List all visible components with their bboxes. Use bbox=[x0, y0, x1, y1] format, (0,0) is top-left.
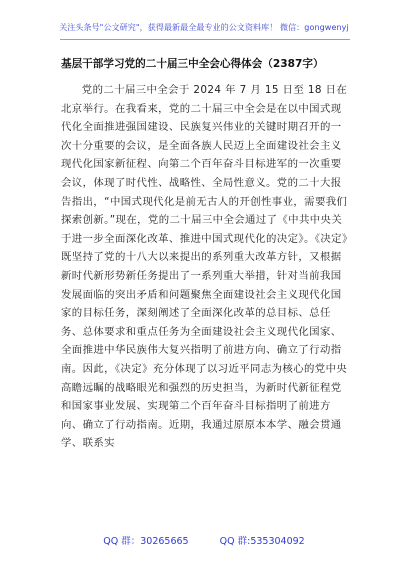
header-divider bbox=[60, 39, 350, 40]
footer-qq-group-1[interactable]: QQ 群：30265665 bbox=[103, 536, 189, 547]
body-paragraph: 党的二十届三中全会于 2024 年 7 月 15 日至 18 日在北京举行。在我看来，党的二十届三中全会是在以中国式现代化全面推进强国建设、民族复兴伟业的关键时期召开的一次十分重要的会议，是全面各族人民迈上全面建设社会主义现代化国家新征程、向第二个百年奋斗目标进军的一次重要会议，体现了时代性、战略性、全局性意义。党的二十大报告指出，“中国式现代化是前无古人的开创性事业，需要我们探索创新。”现在，党的二十届三中全会通过了《中共中央关于进一步全面深化改革、推进中国式现代化的决定》。《决定》既坚持了党的十八大以来提出的系列重大改革方针，又根据新时代新形势新任务提出了一系列重大举措，针对当前我国发展面临的突出矛盾和问题聚焦全面建设社会主义现代化国家的目标任务，深刻阐述了全面深化改革的总目标、总任务、总体要求和重点任务为全面建设社会主义现代化国家、全面推进中华民族伟大复兴指明了前进方向、确立了行动指南。因此，《决定》充分体现了以习近平同志为核心的党中央高瞻远瞩的战略眼光和强烈的历史担当，为新时代新征程党和国家事业发展、实现第二个百年奋斗目标指明了前进方向、确立了行动指南。近期，我通过原原本本学、融会贯通学、联系实 bbox=[61, 84, 348, 450]
footer bbox=[0, 536, 408, 548]
document-title: 基层干部学习党的二十届三中全会心得体会（2387字） bbox=[61, 58, 324, 70]
footer-qq-group-2[interactable]: QQ 群:535304092 bbox=[219, 536, 305, 547]
promo-banner: 关注头条号"公文研究"，获得最新最全最专业的公文资料库！ 微信：gongwenyj bbox=[59, 23, 349, 32]
document-body bbox=[61, 81, 348, 453]
